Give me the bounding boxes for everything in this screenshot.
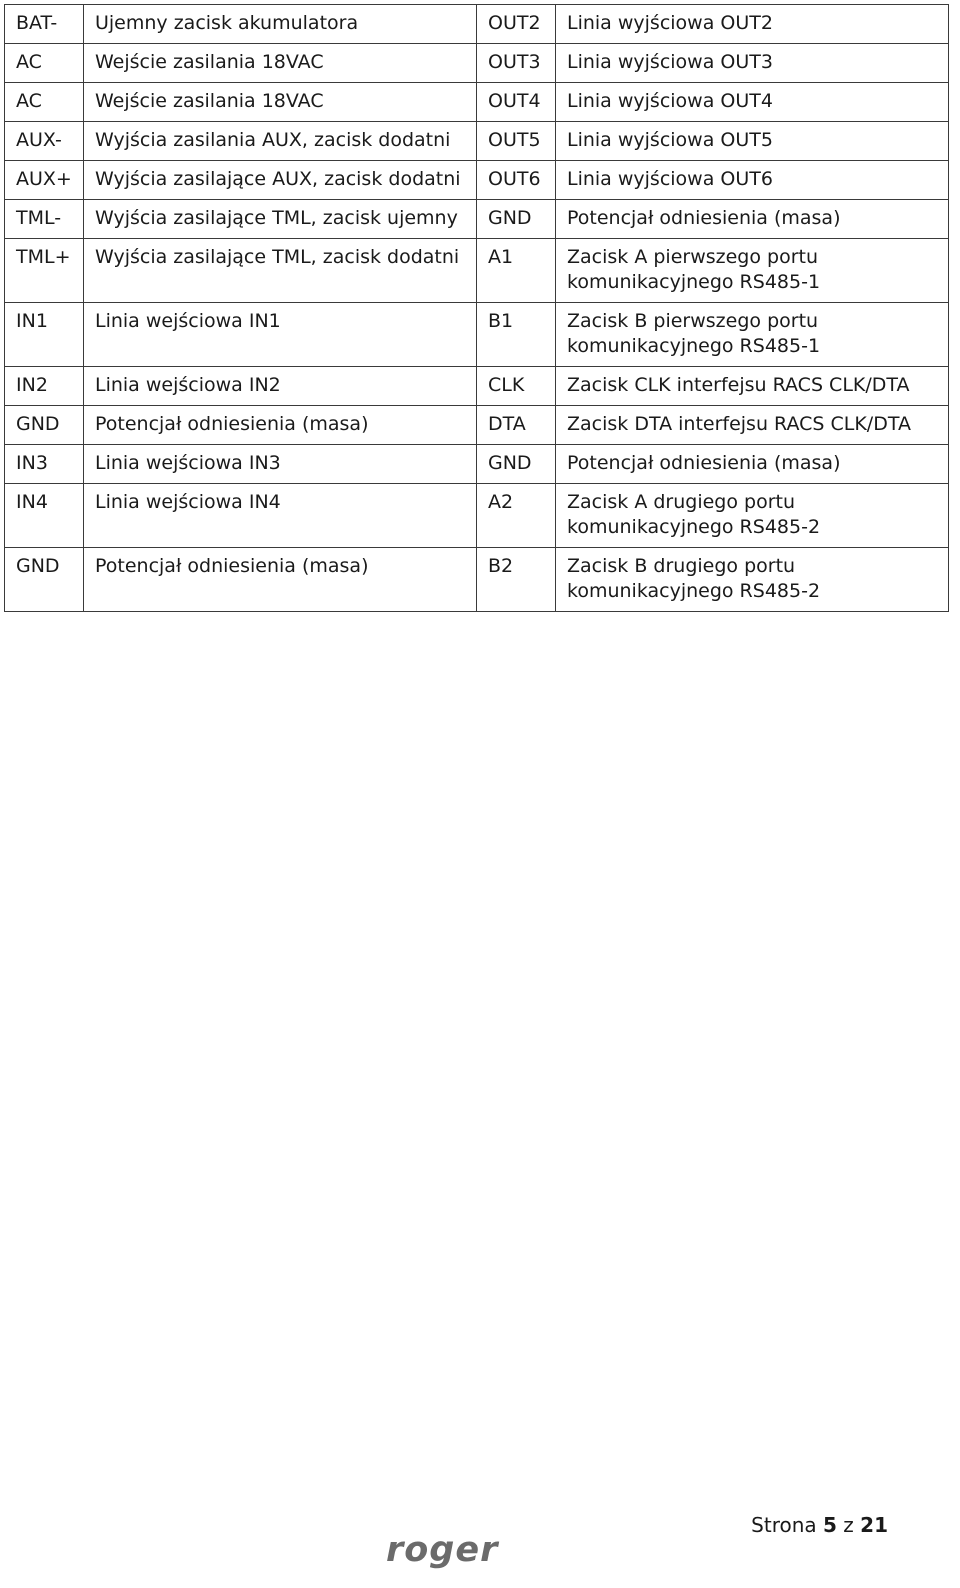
terminal-description-cell: Zacisk B drugiego portu komunikacyjnego RS485-2 <box>556 548 949 612</box>
terminal-code-cell: GND <box>5 406 84 445</box>
table-row <box>5 367 949 406</box>
table-row <box>5 406 949 445</box>
terminal-description-cell: Linia wejściowa IN3 <box>84 445 477 484</box>
terminal-code-cell: A2 <box>477 484 556 548</box>
terminal-code-cell: BAT- <box>5 5 84 44</box>
terminal-code-cell: CLK <box>477 367 556 406</box>
table-row <box>5 200 949 239</box>
terminal-description-cell: Linia wyjściowa OUT2 <box>556 5 949 44</box>
table-row <box>5 83 949 122</box>
terminal-description-cell: Potencjał odniesienia (masa) <box>84 548 477 612</box>
terminal-code-cell: IN3 <box>5 445 84 484</box>
terminal-description-cell: Potencjał odniesienia (masa) <box>556 445 949 484</box>
terminal-description-cell: Wejście zasilania 18VAC <box>84 83 477 122</box>
table-row <box>5 161 949 200</box>
terminal-code-cell: B1 <box>477 303 556 367</box>
terminal-description-cell: Wyjścia zasilające TML, zacisk ujemny <box>84 200 477 239</box>
terminal-code-cell: A1 <box>477 239 556 303</box>
table-row <box>5 303 949 367</box>
terminal-description-cell: Potencjał odniesienia (masa) <box>84 406 477 445</box>
terminal-code-cell: AUX- <box>5 122 84 161</box>
roger-logo: roger <box>386 1530 499 1570</box>
terminal-description-cell: Linia wyjściowa OUT5 <box>556 122 949 161</box>
page-separator: z <box>843 1513 854 1537</box>
terminal-description-cell: Linia wejściowa IN4 <box>84 484 477 548</box>
terminal-description-table <box>4 4 949 612</box>
terminal-description-cell: Linia wejściowa IN1 <box>84 303 477 367</box>
terminal-code-cell: B2 <box>477 548 556 612</box>
terminal-description-cell: Linia wejściowa IN2 <box>84 367 477 406</box>
page-total: 21 <box>860 1513 888 1537</box>
terminal-code-cell: TML- <box>5 200 84 239</box>
terminal-table-body <box>5 5 949 612</box>
table-row <box>5 484 949 548</box>
terminal-description-cell: Wyjścia zasilające TML, zacisk dodatni <box>84 239 477 303</box>
page-label: Strona <box>751 1513 817 1537</box>
terminal-description-cell: Wyjścia zasilające AUX, zacisk dodatni <box>84 161 477 200</box>
terminal-code-cell: OUT4 <box>477 83 556 122</box>
terminal-code-cell: AC <box>5 83 84 122</box>
terminal-code-cell: DTA <box>477 406 556 445</box>
terminal-description-cell: Wejście zasilania 18VAC <box>84 44 477 83</box>
terminal-code-cell: TML+ <box>5 239 84 303</box>
page-number <box>751 1513 888 1537</box>
terminal-description-cell: Linia wyjściowa OUT4 <box>556 83 949 122</box>
terminal-description-cell: Ujemny zacisk akumulatora <box>84 5 477 44</box>
terminal-code-cell: AC <box>5 44 84 83</box>
terminal-code-cell: OUT6 <box>477 161 556 200</box>
terminal-description-cell: Zacisk B pierwszego portu komunikacyjnego RS485-1 <box>556 303 949 367</box>
terminal-description-cell: Zacisk DTA interfejsu RACS CLK/DTA <box>556 406 949 445</box>
table-row <box>5 445 949 484</box>
table-row <box>5 122 949 161</box>
terminal-code-cell: IN2 <box>5 367 84 406</box>
terminal-code-cell: OUT2 <box>477 5 556 44</box>
table-row <box>5 548 949 612</box>
terminal-description-cell: Wyjścia zasilania AUX, zacisk dodatni <box>84 122 477 161</box>
terminal-description-cell: Potencjał odniesienia (masa) <box>556 200 949 239</box>
table-row <box>5 239 949 303</box>
terminal-description-cell: Linia wyjściowa OUT6 <box>556 161 949 200</box>
terminal-code-cell: IN1 <box>5 303 84 367</box>
terminal-description-cell: Zacisk A drugiego portu komunikacyjnego RS485-2 <box>556 484 949 548</box>
terminal-code-cell: GND <box>477 200 556 239</box>
terminal-description-cell: Linia wyjściowa OUT3 <box>556 44 949 83</box>
terminal-code-cell: IN4 <box>5 484 84 548</box>
terminal-code-cell: OUT3 <box>477 44 556 83</box>
terminal-description-cell: Zacisk CLK interfejsu RACS CLK/DTA <box>556 367 949 406</box>
table-row <box>5 5 949 44</box>
page-current: 5 <box>823 1513 837 1537</box>
terminal-description-cell: Zacisk A pierwszego portu komunikacyjnego RS485-1 <box>556 239 949 303</box>
terminal-code-cell: GND <box>477 445 556 484</box>
terminal-code-cell: OUT5 <box>477 122 556 161</box>
terminal-code-cell: GND <box>5 548 84 612</box>
table-row <box>5 44 949 83</box>
terminal-code-cell: AUX+ <box>5 161 84 200</box>
